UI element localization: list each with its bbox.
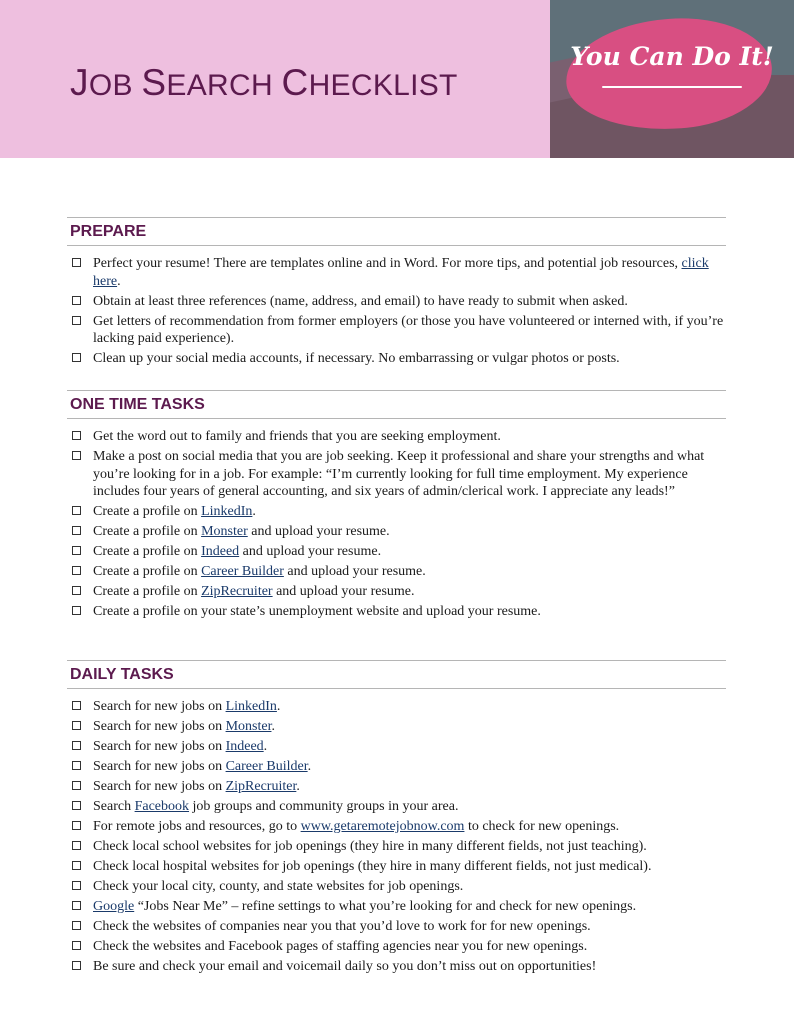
item-text: . [271, 718, 275, 734]
checkbox[interactable] [72, 721, 81, 730]
checklist-item [67, 758, 726, 776]
item-link[interactable]: Google [93, 898, 135, 914]
item-text: Clean up your social media accounts, if necessary. No embarrassing or vulgar photos or posts. [93, 351, 620, 367]
checkbox[interactable] [72, 801, 81, 810]
checklist-item [67, 858, 726, 876]
checklist-item [67, 583, 726, 601]
checklist-item [67, 543, 726, 561]
item-text: and upload your resume. [239, 544, 382, 560]
item-link[interactable]: www.getaremotejobnow.com [300, 818, 465, 834]
checklist-item [67, 255, 726, 290]
checkbox[interactable] [72, 741, 81, 750]
checkbox[interactable] [72, 761, 81, 770]
checkbox[interactable] [72, 526, 81, 535]
item-link[interactable]: ZipRecruiter [201, 584, 273, 600]
item-text: . [117, 273, 121, 289]
checklist-item [67, 818, 726, 836]
checklist-item [67, 778, 726, 796]
checklist-item [67, 918, 726, 936]
item-text: Check the websites of companies near you that you’d love to work for for new openings. [93, 918, 591, 934]
checklist-item [67, 878, 726, 896]
item-text: Perfect your resume! There are templates online and in Word. For more tips, and potential job resources, [93, 256, 682, 271]
item-text: Search for new jobs on [93, 758, 226, 774]
checkbox[interactable] [72, 451, 81, 460]
checkbox[interactable] [72, 586, 81, 595]
header-image [550, 0, 794, 158]
item-text: Create a profile on your state’s unemployment website and upload your resume. [93, 604, 541, 620]
badge-text: You Can Do It! [570, 42, 774, 71]
item-text: Create a profile on [93, 544, 202, 560]
checklist-item [67, 958, 726, 976]
item-text: Create a profile on [93, 504, 202, 520]
item-text: For remote jobs and resources, go to [93, 818, 301, 834]
item-link[interactable]: Career Builder [225, 758, 308, 774]
checkbox[interactable] [72, 353, 81, 362]
item-link[interactable]: ZipRecruiter [225, 778, 297, 794]
item-text: Make a post on social media that you are job seeking. Keep it professional and share your strengths and what you’re looking for in a job. For example: “I’m currently looking for full time employment. My experience includes four years of general accounting, and six years of admin/clerical work. I appreciate any leads!” [93, 448, 705, 500]
checkbox[interactable] [72, 606, 81, 615]
checkbox[interactable] [72, 701, 81, 710]
item-text: “Jobs Near Me” – refine settings to what you’re looking for and check for new openings. [134, 898, 637, 914]
checkbox[interactable] [72, 781, 81, 790]
checklist-item [67, 603, 726, 621]
checkbox[interactable] [72, 431, 81, 440]
checklist-item [67, 293, 726, 311]
section-heading: DAILY TASKS [67, 660, 726, 689]
checkbox[interactable] [72, 941, 81, 950]
item-text: Check local school websites for job openings (they hire in many different fields, not just teaching). [93, 838, 647, 854]
item-text: Create a profile on [93, 564, 202, 580]
item-link[interactable]: LinkedIn [201, 504, 253, 520]
checklist [67, 428, 726, 621]
checklist-item [67, 523, 726, 541]
checkbox[interactable] [72, 546, 81, 555]
checkbox[interactable] [72, 258, 81, 267]
item-text: and upload your resume. [283, 564, 426, 580]
item-link[interactable]: Monster [201, 524, 248, 540]
item-text: Search for new jobs on [93, 699, 226, 714]
checklist-item [67, 698, 726, 716]
checkbox[interactable] [72, 901, 81, 910]
item-text: Check the websites and Facebook pages of staffing agencies near you for new openings. [93, 938, 588, 954]
checkbox[interactable] [72, 861, 81, 870]
checklist-item [67, 563, 726, 581]
item-text: Search for new jobs on [93, 778, 226, 794]
section-heading: ONE TIME TASKS [67, 390, 726, 419]
item-text: Create a profile on [93, 524, 202, 540]
checklist [67, 255, 726, 368]
item-text: to check for new openings. [464, 818, 620, 834]
checkbox[interactable] [72, 921, 81, 930]
item-text: job groups and community groups in your area. [189, 798, 459, 814]
item-text: . [296, 778, 300, 794]
section-prepare [67, 217, 726, 370]
item-text: Be sure and check your email and voicemail daily so you don’t miss out on opportunities! [93, 958, 597, 974]
item-text: Search for new jobs on [93, 738, 226, 754]
item-text: Create a profile on [93, 584, 202, 600]
checklist-item [67, 798, 726, 816]
checkbox[interactable] [72, 881, 81, 890]
item-text: Obtain at least three references (name, address, and email) to have ready to submit when asked. [93, 293, 628, 309]
section-heading: PREPARE [67, 217, 726, 246]
item-text: . [252, 504, 256, 520]
page-title: JOB SEARCH CHECKLIST [70, 62, 458, 103]
item-link[interactable]: Career Builder [201, 564, 284, 580]
item-text: and upload your resume. [272, 584, 415, 600]
checkbox[interactable] [72, 566, 81, 575]
item-text: Check local hospital websites for job openings (they hire in many different fields, not just medical). [93, 858, 652, 874]
item-link[interactable]: Indeed [225, 738, 264, 754]
checklist-item [67, 718, 726, 736]
checklist [67, 698, 726, 975]
item-text: Search [93, 798, 135, 814]
item-link[interactable]: LinkedIn [225, 699, 277, 714]
item-text: and upload your resume. [247, 524, 390, 540]
section-daily-tasks [67, 660, 726, 978]
checkbox[interactable] [72, 961, 81, 970]
item-link[interactable]: Facebook [134, 798, 190, 814]
checklist-item [67, 738, 726, 756]
section-one-time-tasks [67, 390, 726, 623]
item-text: . [307, 758, 312, 774]
item-link[interactable]: Indeed [201, 544, 240, 560]
checklist-item [67, 938, 726, 956]
checklist-item [67, 448, 726, 501]
item-text: . [263, 738, 268, 754]
checklist-item [67, 898, 726, 916]
item-link[interactable]: click here [93, 256, 709, 289]
item-text: Get letters of recommendation from former employers (or those you have volunteered or interned with, if you’re lacking paid experience). [93, 313, 724, 347]
checkbox[interactable] [72, 841, 81, 850]
checkbox[interactable] [72, 821, 81, 830]
item-text: . [276, 699, 281, 714]
checklist-item [67, 503, 726, 521]
badge-underline [602, 86, 742, 88]
checklist-item [67, 428, 726, 446]
checkbox[interactable] [72, 506, 81, 515]
checklist-item [67, 838, 726, 856]
checklist-item [67, 350, 726, 368]
checkbox[interactable] [72, 316, 81, 325]
item-text: Search for new jobs on [93, 718, 226, 734]
checkbox[interactable] [72, 296, 81, 305]
item-link[interactable]: Monster [225, 718, 272, 734]
item-text: Check your local city, county, and state websites for job openings. [93, 878, 464, 894]
item-text: Get the word out to family and friends that you are seeking employment. [93, 429, 501, 444]
checklist-item [67, 313, 726, 348]
